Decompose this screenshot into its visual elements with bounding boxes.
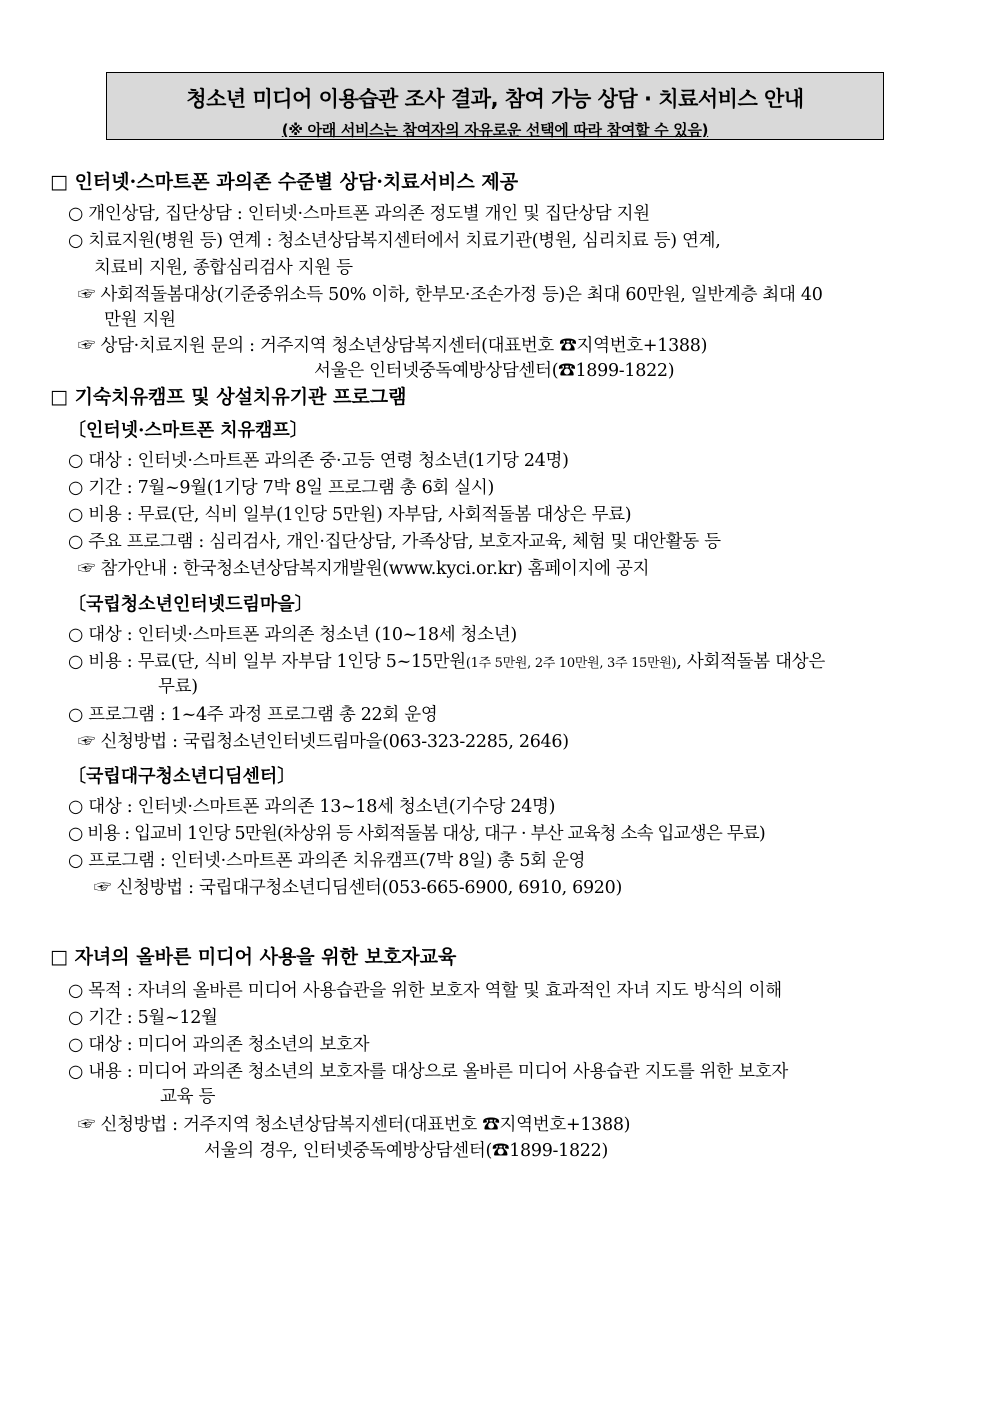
- section1-note: ☞ 상담·치료지원 문의 : 거주지역 청소년상담복지센터(대표번호 ☎지역번호+1388): [78, 336, 708, 356]
- campC-item: ○ 프로그램 : 인터넷·스마트폰 과의존 치유캠프(7박 8일) 총 5회 운영: [68, 851, 586, 871]
- campA-item: ○ 주요 프로그램 : 심리검사, 개인·집단상담, 가족상담, 보호자교육, 체험 및 대안활동 등: [68, 532, 721, 552]
- campB-item-cont: 무료): [158, 677, 198, 697]
- campC-note: ☞ 신청방법 : 국립대구청소년디딤센터(053-665-6900, 6910, 6920): [94, 878, 623, 898]
- campB-item: ○ 프로그램 : 1~4주 과정 프로그램 총 22회 운영: [68, 705, 438, 725]
- campA-item: ○ 대상 : 인터넷·스마트폰 과의존 중·고등 연령 청소년(1기당 24명): [68, 451, 569, 471]
- campB-item: [68, 650, 825, 676]
- section3-note: ☞ 신청방법 : 거주지역 청소년상담복지센터(대표번호 ☎지역번호+1388): [78, 1115, 631, 1135]
- campB-cost-tail: , 사회적돌봄 대상은: [676, 652, 825, 672]
- section3-item: ○ 목적 : 자녀의 올바른 미디어 사용습관을 위한 보호자 역할 및 효과적인 자녀 지도 방식의 이해: [68, 981, 782, 1001]
- section1-note: ☞ 사회적돌봄대상(기준중위소득 50% 이하, 한부모·조손가정 등)은 최대 60만원, 일반계층 최대 40: [78, 285, 823, 305]
- page-subtitle: (※ 아래 서비스는 참여자의 자유로운 선택에 따라 참여할 수 있음): [281, 121, 709, 139]
- section1-note-cont: 서울은 인터넷중독예방상담센터(☎1899-1822): [314, 361, 675, 381]
- page-title: 청소년 미디어 이용습관 조사 결과, 참여 가능 상담 · 치료서비스 안내: [186, 87, 804, 111]
- section1-item: ○ 개인상담, 집단상담 : 인터넷·스마트폰 과의존 정도별 개인 및 집단상담 지원: [68, 204, 650, 224]
- campA-item: ○ 기간 : 7월~9월(1기당 7박 8일 프로그램 총 6회 실시): [68, 478, 495, 498]
- section3-item: ○ 내용 : 미디어 과의존 청소년의 보호자를 대상으로 올바른 미디어 사용습관 지도를 위한 보호자: [68, 1062, 788, 1082]
- campB-cost-text: ○ 비용 : 무료(단, 식비 일부 자부담 1인당 5~15만원: [68, 652, 466, 672]
- section3-item: ○ 기간 : 5월~12월: [68, 1008, 218, 1028]
- section1-heading: □ 인터넷·스마트폰 과의존 수준별 상담·치료서비스 제공: [50, 171, 519, 193]
- campC-item: ○ 비용 : 입교비 1인당 5만원(차상위 등 사회적돌봄 대상, 대구 · 부산 교육청 소속 입교생은 무료): [68, 824, 765, 844]
- section1-note-cont: 만원 지원: [104, 310, 176, 330]
- section3-item-cont: 교육 등: [160, 1087, 216, 1107]
- campC-item: ○ 대상 : 인터넷·스마트폰 과의존 13~18세 청소년(기수당 24명): [68, 797, 556, 817]
- campA-note: ☞ 참가안내 : 한국청소년상담복지개발원(www.kyci.or.kr) 홈페이지에 공지: [78, 559, 650, 579]
- campB-cost-detail: (1주 5만원, 2주 10만원, 3주 15만원): [465, 656, 677, 671]
- campC-title: 〔국립대구청소년디딤센터〕: [68, 766, 296, 787]
- section3-note-cont: 서울의 경우, 인터넷중독예방상담센터(☎1899-1822): [204, 1141, 609, 1161]
- campB-note: ☞ 신청방법 : 국립청소년인터넷드림마을(063-323-2285, 2646): [78, 732, 569, 752]
- section2-heading: □ 기숙치유캠프 및 상설치유기관 프로그램: [50, 386, 407, 408]
- campA-item: ○ 비용 : 무료(단, 식비 일부(1인당 5만원) 자부담, 사회적돌봄 대상은 무료): [68, 505, 632, 525]
- section3-item: ○ 대상 : 미디어 과의존 청소년의 보호자: [68, 1035, 370, 1055]
- section1-item: ○ 치료지원(병원 등) 연계 : 청소년상담복지센터에서 치료기관(병원, 심리치료 등) 연계,: [68, 231, 721, 251]
- section1-item-cont: 치료비 지원, 종합심리검사 지원 등: [94, 258, 353, 278]
- campA-title: 〔인터넷·스마트폰 치유캠프〕: [68, 420, 308, 441]
- title-box: [106, 72, 884, 140]
- campB-title: 〔국립청소년인터넷드림마을〕: [68, 594, 313, 615]
- campB-item: ○ 대상 : 인터넷·스마트폰 과의존 청소년 (10~18세 청소년): [68, 625, 517, 645]
- section3-heading: □ 자녀의 올바른 미디어 사용을 위한 보호자교육: [50, 946, 457, 968]
